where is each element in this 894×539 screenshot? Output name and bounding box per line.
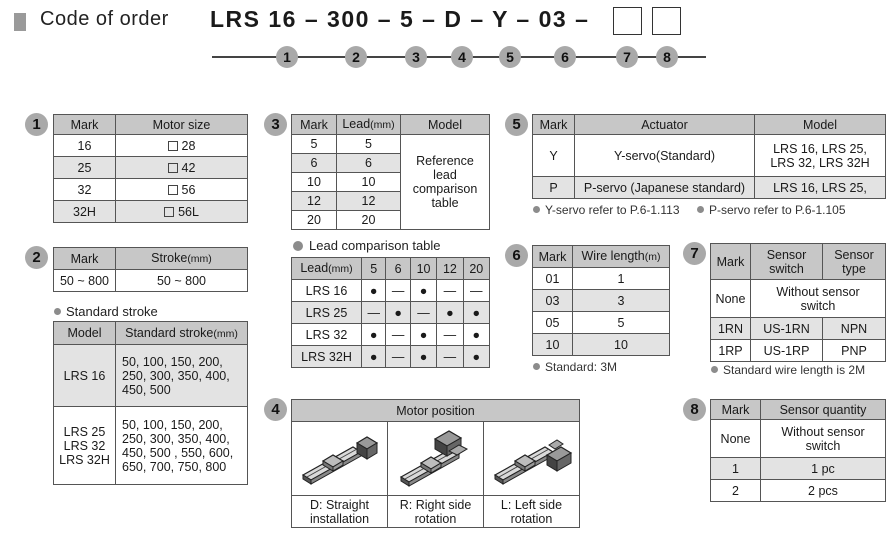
- table-cell: PNP: [823, 340, 886, 362]
- col-header-mark: Mark: [711, 244, 751, 280]
- col-header-mark: Mark: [533, 115, 575, 135]
- index-circle-1: 1: [276, 46, 298, 68]
- table-cell: LRS 25: [292, 302, 362, 324]
- table-cell: 56: [116, 179, 248, 201]
- col-header-motor-size: Motor size: [116, 115, 248, 135]
- table-cell: ●: [410, 280, 436, 302]
- lead-comparison-title: Lead comparison table: [293, 238, 441, 253]
- table-cell: ●: [463, 302, 489, 324]
- table-cell: LRS 16, LRS 25, LRS 32, LRS 32H: [755, 135, 886, 177]
- motor-position-table: [291, 399, 580, 528]
- square-icon: [168, 163, 178, 173]
- table-cell: ●: [410, 346, 436, 368]
- table-cell: —: [437, 280, 463, 302]
- table-cell: ●: [463, 324, 489, 346]
- actuator-note-y: Y-servo refer to P.6-1.113: [533, 203, 680, 217]
- stroke-table: [53, 247, 248, 292]
- table-cell: 5: [292, 135, 337, 154]
- table-cell: P-servo (Japanese standard): [575, 177, 755, 199]
- index-circle-3: 3: [405, 46, 427, 68]
- table-cell: US-1RN: [751, 318, 823, 340]
- table-cell: 1: [573, 268, 670, 290]
- wire-length-note: Standard: 3M: [533, 360, 617, 374]
- table-cell: P: [533, 177, 575, 199]
- col-header-mark: Mark: [711, 400, 761, 420]
- bullet-icon: [54, 308, 61, 315]
- actuator-left-rotation-icon: [489, 425, 575, 489]
- lead-model-note: Reference lead comparison table: [401, 135, 490, 230]
- table-cell: ●: [410, 324, 436, 346]
- index-circle-5: 5: [499, 46, 521, 68]
- section-number-7: 7: [683, 242, 706, 265]
- table-cell: LRS 25 LRS 32 LRS 32H: [54, 407, 116, 485]
- table-cell: ●: [463, 346, 489, 368]
- bullet-icon: [293, 241, 303, 251]
- table-cell: 05: [533, 312, 573, 334]
- actuator-table: [532, 114, 886, 199]
- col-header-mark: Mark: [292, 115, 337, 135]
- index-circle-2: 2: [345, 46, 367, 68]
- col-header-mark: Mark: [54, 115, 116, 135]
- col-header-standard-stroke: Standard stroke(mm): [116, 322, 248, 345]
- index-circle-4: 4: [451, 46, 473, 68]
- table-cell: —: [362, 302, 386, 324]
- order-code: LRS 16 – 300 – 5 – D – Y – 03 –: [210, 6, 590, 32]
- motor-position-label-r: R: Right side rotation: [388, 496, 484, 528]
- col-header-6: 6: [386, 258, 410, 280]
- col-header-actuator: Actuator: [575, 115, 755, 135]
- section-number-4: 4: [264, 398, 287, 421]
- page-title: Code of order: [40, 8, 169, 30]
- table-cell: 2 pcs: [761, 480, 886, 502]
- index-circle-8: 8: [656, 46, 678, 68]
- table-cell: LRS 32H: [292, 346, 362, 368]
- square-icon: [168, 185, 178, 195]
- col-header-sensor-switch: Sensor switch: [751, 244, 823, 280]
- table-cell: 20: [337, 211, 401, 230]
- motor-position-title: Motor position: [292, 400, 580, 422]
- col-header-10: 10: [410, 258, 436, 280]
- col-header-12: 12: [437, 258, 463, 280]
- standard-stroke-table: [53, 321, 248, 485]
- table-cell: 6: [337, 154, 401, 173]
- table-cell: —: [437, 324, 463, 346]
- table-cell: 3: [573, 290, 670, 312]
- section-number-1: 1: [25, 113, 48, 136]
- table-cell: 1 pc: [761, 458, 886, 480]
- table-cell: 5: [337, 135, 401, 154]
- section-number-6: 6: [505, 244, 528, 267]
- col-header-lead: Lead(mm): [337, 115, 401, 135]
- table-cell: NPN: [823, 318, 886, 340]
- index-circle-7: 7: [616, 46, 638, 68]
- table-cell: 6: [292, 154, 337, 173]
- square-icon: [164, 207, 174, 217]
- table-row: [292, 324, 490, 346]
- table-cell: LRS 16, LRS 25,: [755, 177, 886, 199]
- bullet-icon: [711, 366, 718, 373]
- actuator-right-rotation-icon: [393, 425, 479, 489]
- motor-position-image-d: [292, 422, 388, 496]
- bullet-icon: [697, 206, 704, 213]
- col-header-model: Model: [755, 115, 886, 135]
- motor-size-table: [53, 114, 248, 223]
- table-cell: 20: [292, 211, 337, 230]
- table-cell: LRS 16: [54, 345, 116, 407]
- col-header-model: Model: [54, 322, 116, 345]
- table-cell: 16: [54, 135, 116, 157]
- table-cell: —: [463, 280, 489, 302]
- actuator-note-p: P-servo refer to P.6-1.105: [697, 203, 846, 217]
- sensor-switch-note: Standard wire length is 2M: [711, 363, 865, 377]
- table-cell: 1RP: [711, 340, 751, 362]
- bullet-icon: [533, 363, 540, 370]
- table-cell: None: [711, 420, 761, 458]
- table-cell: Y-servo(Standard): [575, 135, 755, 177]
- code-blank-box-7: [613, 7, 642, 35]
- table-cell: 12: [337, 192, 401, 211]
- col-header-sensor-type: Sensor type: [823, 244, 886, 280]
- motor-position-label-d: D: Straight installation: [292, 496, 388, 528]
- table-cell: 50, 100, 150, 200, 250, 300, 350, 400, 450, 500: [116, 345, 248, 407]
- motor-position-image-l: [484, 422, 580, 496]
- col-header-mark: Mark: [533, 246, 573, 268]
- index-circle-6: 6: [554, 46, 576, 68]
- lead-table: [291, 114, 490, 230]
- table-cell: 50 ~ 800: [116, 270, 248, 292]
- table-cell: —: [386, 324, 410, 346]
- table-cell: 28: [116, 135, 248, 157]
- table-cell: 10: [573, 334, 670, 356]
- col-header-5: 5: [362, 258, 386, 280]
- section-number-5: 5: [505, 113, 528, 136]
- square-icon: [168, 141, 178, 151]
- motor-position-label-l: L: Left side rotation: [484, 496, 580, 528]
- table-cell: ●: [437, 302, 463, 324]
- table-cell: 5: [573, 312, 670, 334]
- table-cell: ●: [386, 302, 410, 324]
- table-cell: 01: [533, 268, 573, 290]
- col-header-model: Model: [401, 115, 490, 135]
- table-cell: 10: [337, 173, 401, 192]
- table-row: [292, 302, 490, 324]
- section-number-2: 2: [25, 246, 48, 269]
- table-cell: —: [386, 346, 410, 368]
- table-cell: 12: [292, 192, 337, 211]
- table-cell: —: [410, 302, 436, 324]
- standard-stroke-title: Standard stroke: [54, 304, 158, 319]
- section-number-3: 3: [264, 113, 287, 136]
- table-row: [292, 280, 490, 302]
- col-header-wire-length: Wire length(m): [573, 246, 670, 268]
- actuator-straight-icon: [297, 425, 383, 489]
- table-cell: US-1RP: [751, 340, 823, 362]
- table-cell: ●: [362, 324, 386, 346]
- table-cell: 56L: [116, 201, 248, 223]
- table-cell: 1: [711, 458, 761, 480]
- table-cell: 10: [533, 334, 573, 356]
- table-row: [292, 346, 490, 368]
- table-cell: —: [437, 346, 463, 368]
- sensor-quantity-table: [710, 399, 886, 502]
- table-cell: ●: [362, 280, 386, 302]
- table-cell: 50 ~ 800: [54, 270, 116, 292]
- col-header-sensor-quantity: Sensor quantity: [761, 400, 886, 420]
- col-header-lead: Lead(mm): [292, 258, 362, 280]
- wire-length-table: [532, 245, 670, 356]
- table-cell: 03: [533, 290, 573, 312]
- title-marker: [14, 13, 26, 31]
- table-cell: 32H: [54, 201, 116, 223]
- table-cell: None: [711, 280, 751, 318]
- table-cell: —: [386, 280, 410, 302]
- table-cell: 2: [711, 480, 761, 502]
- sensor-switch-table: [710, 243, 886, 362]
- table-cell: LRS 32: [292, 324, 362, 346]
- section-number-8: 8: [683, 398, 706, 421]
- table-cell: Without sensor switch: [761, 420, 886, 458]
- table-cell: 42: [116, 157, 248, 179]
- table-cell: 25: [54, 157, 116, 179]
- motor-position-image-r: [388, 422, 484, 496]
- table-cell: LRS 16: [292, 280, 362, 302]
- bullet-icon: [533, 206, 540, 213]
- table-cell: 1RN: [711, 318, 751, 340]
- table-cell: 50, 100, 150, 200, 250, 300, 350, 400, 450, 500 , 550, 600, 650, 700, 750, 800: [116, 407, 248, 485]
- col-header-20: 20: [463, 258, 489, 280]
- table-cell: Y: [533, 135, 575, 177]
- table-cell: Without sensor switch: [751, 280, 886, 318]
- col-header-mark: Mark: [54, 248, 116, 270]
- lead-comparison-table: [291, 257, 490, 368]
- table-cell: 32: [54, 179, 116, 201]
- code-blank-box-8: [652, 7, 681, 35]
- table-cell: 10: [292, 173, 337, 192]
- table-cell: ●: [362, 346, 386, 368]
- col-header-stroke: Stroke(mm): [116, 248, 248, 270]
